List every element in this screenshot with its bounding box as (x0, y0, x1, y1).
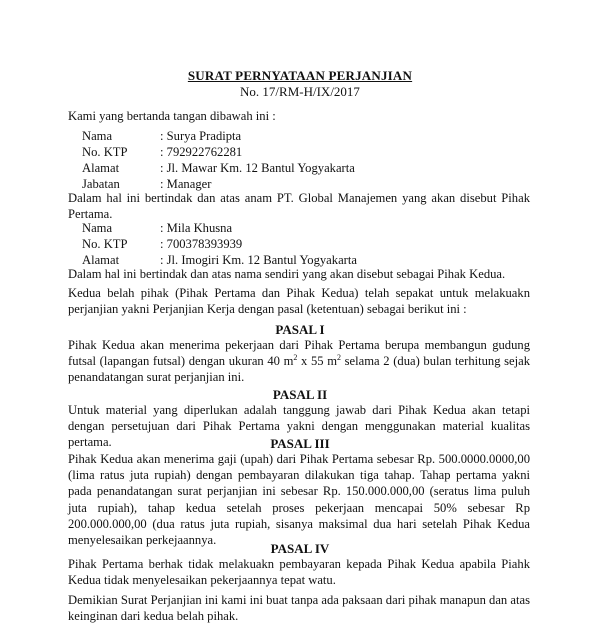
pasal3-text: Pihak Kedua akan menerima gaji (upah) dari Pihak Pertama sebesar Rp. 500.0000.0000,00 (lima ratus juta rupiah) dengan pembayaran dilakukan tiga tahap. Tahap pertama yakni pada penandatangan surat perjanjian ini sebesar Rp. 150.000.000,00 (seratus lima puluh juta rupiah), tahap kedua setelah proses pekerjaan mencapai 50% sebesar Rp 200.000.000,00 (dua ratus juta rupiah, sisanya maksimal dua hari setelah Pihak Kedua menyelesaikan perkejaannya. (68, 452, 530, 548)
field-label: Nama (82, 129, 113, 143)
field-value: : 792922762281 (160, 145, 243, 159)
party1-statement: Dalam hal ini bertindak dan atas anam PT. Global Manajemen yang akan disebut Pihak Pertama. (68, 191, 530, 222)
field-value: : Jl. Imogiri Km. 12 Bantul Yogyakarta (160, 253, 357, 267)
field-label: Alamat (82, 161, 120, 175)
pasal1-heading: PASAL I (275, 322, 325, 337)
pasal2-text: Untuk material yang diperlukan adalah tanggung jawab dari Pihak Kedua akan tetapi dengan persetujuan dari Pihak Pertama yakni dengan menggunakan material kualitas pertama. (68, 403, 530, 450)
party2-ktp-row (82, 236, 242, 252)
field-label: Nama (82, 221, 113, 235)
field-value: : Jl. Mawar Km. 12 Bantul Yogyakarta (160, 161, 355, 175)
field-label: No. KTP (82, 145, 128, 159)
field-value: : Surya Pradipta (160, 129, 242, 143)
pasal4-text: Pihak Pertama berhak tidak melakuakn pembayaran kepada Pihak Kedua apabila Piahk Kedua tidak menyelesaikan pekerjaannya tepat watu. (68, 557, 530, 588)
field-label: No. KTP (82, 237, 128, 251)
superscript: 2 (337, 353, 342, 363)
party1-ktp-row (82, 144, 242, 160)
party2-statement: Dalam hal ini bertindak dan atas nama sendiri yang akan disebut sebagai Pihak Kedua. (68, 267, 506, 281)
document-title: SURAT PERNYATAAN PERJANJIAN (187, 68, 413, 83)
pasal1-text: Pihak Kedua akan menerima pekerjaan dari Pihak Pertama berupa membangun gudung futsal (lapangan futsal) dengan ukuran 40 $m^2$ x 55 $m^2$ selama 2 (dua) bulan terhitung sejak penandatangan surat perjanjian ini. (68, 338, 531, 385)
pasal4-heading: PASAL IV (270, 541, 330, 556)
intro-text: Kami yang bertanda tangan dibawah ini : (68, 109, 276, 123)
pasal3-heading: PASAL III (270, 436, 330, 451)
party1-address-row (82, 160, 355, 176)
party1-name-row (82, 128, 241, 144)
field-value: : 700378393939 (160, 237, 243, 251)
pasal2-heading: PASAL II (272, 387, 328, 402)
agreement-text: Kedua belah pihak (Pihak Pertama dan Pihak Kedua) telah sepakat untuk melakuakn perjanjian yakni Perjanjian Kerja dengan pasal (ketentuan) sebagai berikut ini : (68, 286, 530, 317)
closing-text: Demikian Surat Perjanjian ini kami ini buat tanpa ada paksaan dari pihak manapun dan atas keinginan dari kedua belah pihak. (68, 593, 530, 624)
document-number: No. 17/RM-H/IX/2017 (240, 84, 360, 99)
field-label: Jabatan (82, 177, 120, 191)
field-value: : Mila Khusna (160, 221, 233, 235)
field-value: : Manager (160, 177, 212, 191)
party2-name-row (82, 220, 232, 236)
superscript: 2 (293, 353, 298, 363)
field-label: Alamat (82, 253, 120, 267)
